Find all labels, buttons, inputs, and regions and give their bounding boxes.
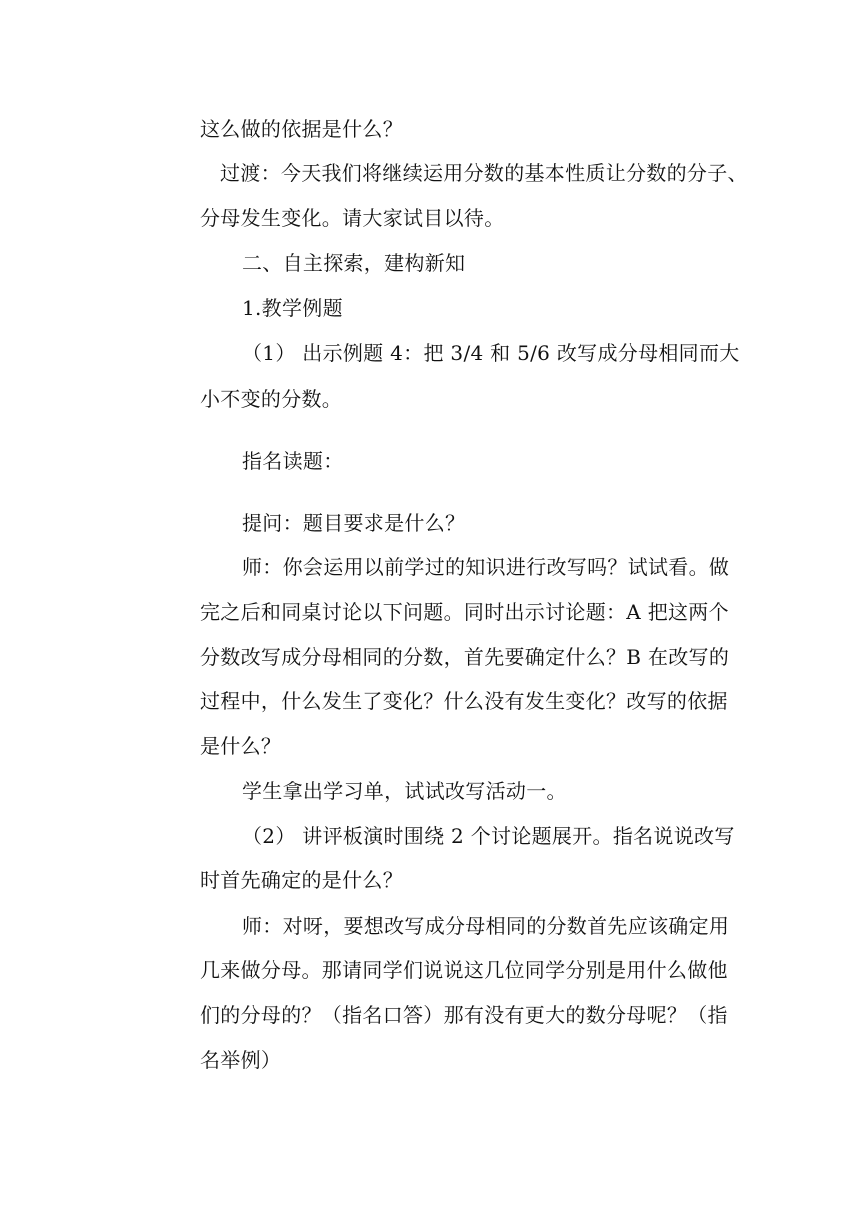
text-line-14: 是什么？ — [200, 734, 282, 758]
text-line-16: （2） 讲评板演时围绕 2 个讨论题展开。指名说说改写 — [242, 824, 735, 848]
text-line-3: 分母发生变化。请大家试目以待。 — [200, 206, 505, 230]
text-line-19: 几来做分母。那请同学们说说这几位同学分别是用什么做他 — [200, 958, 728, 982]
section-heading: 二、自主探索，建构新知 — [242, 251, 466, 275]
text-line-12: 分数改写成分母相同的分数，首先要确定什么？B 在改写的 — [200, 645, 730, 669]
text-line-17: 时首先确定的是什么？ — [200, 868, 403, 892]
text-line-1: 这么做的依据是什么？ — [200, 117, 403, 141]
text-line-15: 学生拿出学习单，试试改写活动一。 — [242, 779, 567, 803]
text-line-13: 过程中，什么发生了变化？什么没有发生变化？改写的依据 — [200, 689, 728, 713]
subsection-heading: 1.教学例题 — [242, 296, 343, 320]
text-line-8: 指名读题： — [242, 449, 344, 473]
text-line-10: 师：你会运用以前学过的知识进行改写吗？试试看。做 — [242, 555, 730, 579]
text-line-20: 们的分母的？（指名口答）那有没有更大的数分母呢？（指 — [200, 1003, 728, 1027]
text-line-2: 过渡：今天我们将继续运用分数的基本性质让分数的分子、 — [220, 161, 748, 185]
text-line-18: 师：对呀，要想改写成分母相同的分数首先应该确定用 — [242, 914, 730, 938]
text-line-11: 完之后和同桌讨论以下问题。同时出示讨论题：A 把这两个 — [200, 600, 729, 624]
text-line-7: 小不变的分数。 — [200, 387, 343, 411]
text-line-6: （1） 出示例题 4：把 3/4 和 5/6 改写成分母相同而大 — [242, 341, 740, 365]
text-line-21: 名举例） — [200, 1048, 282, 1072]
text-line-9: 提问：题目要求是什么？ — [242, 511, 466, 535]
